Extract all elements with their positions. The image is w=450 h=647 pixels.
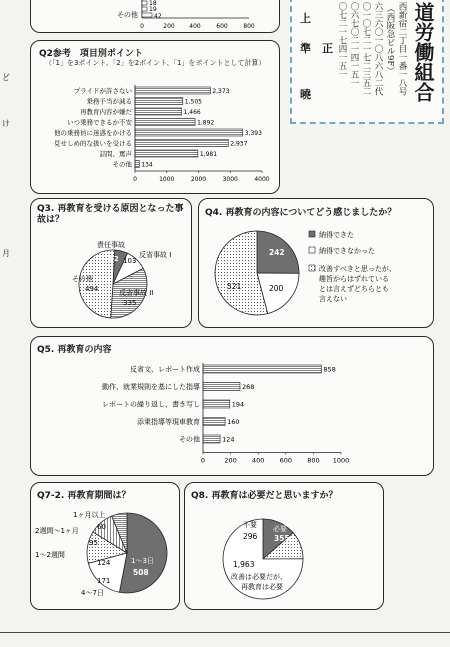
union-phone-3: 〇六七〇二一四一五一 — [349, 2, 359, 87]
q2-title: Q2参考 項目別ポイント — [39, 49, 143, 59]
q3-title: Q3. 再教育を受ける原因となった事故は？ — [37, 204, 184, 225]
q72-value-label: 508 — [133, 568, 149, 577]
q8-value-label: 1,963 — [233, 560, 255, 569]
q5-xtick-label: 200 — [224, 456, 237, 465]
top-value-3: 42 — [154, 13, 162, 20]
q2-bar — [135, 87, 210, 94]
q8-title: Q8. 再教育は必要だと思いますか？ — [191, 491, 338, 501]
q2-value-label: 134 — [141, 161, 153, 169]
q2-category-label: 再教育内容が嫌だ — [80, 108, 132, 116]
top-fragment-box — [30, 0, 280, 33]
q5-bar — [203, 400, 230, 408]
union-name-4: 曉 — [300, 88, 311, 101]
q72-slice-label: 2週間～1ヶ月 — [35, 527, 79, 535]
union-phone-4: 〇七二一七四一五一 — [337, 2, 347, 79]
q2-value-label: 1,505 — [184, 98, 202, 106]
margin-stub-1: ど — [2, 73, 10, 82]
q5-xtick-label: 1000 — [332, 456, 350, 465]
margin-stub-3: 月 — [2, 249, 10, 258]
q2-bar — [135, 161, 139, 168]
q3-slice-label: 反省事故 I — [139, 251, 172, 259]
q72-slice-label: 1～3日 — [131, 557, 154, 565]
q72-value-label: 95 — [89, 539, 98, 547]
top-fragment-svg — [31, 0, 279, 32]
q5-box — [30, 336, 434, 476]
top-xtick-1: 200 — [163, 23, 175, 30]
top-value-2: 19 — [149, 6, 157, 13]
q5-category-label: 動作、就業規則を基にした指導 — [102, 383, 200, 391]
q4-value-label: 242 — [269, 248, 285, 257]
union-name-3: 正 — [322, 42, 333, 55]
q5-value-label: 268 — [241, 383, 255, 391]
q2-box — [30, 40, 280, 194]
q2-value-label: 2,937 — [230, 140, 248, 148]
q72-chart — [31, 483, 179, 609]
q3-chart — [31, 199, 191, 327]
q3-box — [30, 198, 192, 328]
q5-value-label: 160 — [227, 418, 240, 426]
q2-value-label: 3,393 — [244, 130, 262, 137]
union-panel — [290, 0, 444, 124]
q5-xtick-label: 400 — [251, 456, 265, 465]
q4-legend-label: 趣旨からはずれている — [319, 275, 389, 283]
q2-bar — [135, 150, 198, 157]
q3-value-label: 494 — [85, 285, 99, 293]
q2-bar — [135, 98, 183, 105]
q2-category-label: 他の乗務員に迷惑をかける — [54, 129, 132, 137]
top-bar-1 — [142, 1, 147, 5]
q72-title: Q7-2. 再教育期間は？ — [37, 491, 131, 501]
top-xtick-3: 600 — [216, 23, 228, 30]
q8-slice-label: 改善は必要だが、 — [231, 573, 287, 581]
q4-legend-swatch — [309, 265, 315, 271]
q5-chart — [31, 337, 433, 475]
union-address-1: 西新宿二丁目一番一八号 — [397, 2, 407, 96]
q5-value-label: 194 — [231, 400, 245, 409]
q2-bar — [135, 140, 228, 147]
margin-stub-2: け — [2, 119, 10, 128]
union-heading: 道労働組合 — [411, 2, 435, 102]
q5-bar — [203, 435, 220, 443]
q4-legend-label: 改善すべきと思ったが、 — [319, 265, 396, 273]
q5-bar — [203, 365, 321, 373]
q4-title: Q4. 再教育の内容についてどう感じましたか？ — [205, 208, 397, 218]
q5-value-label: 124 — [222, 435, 235, 444]
q3-slice-label: その他 — [72, 275, 93, 283]
q2-category-label: いつ乗務できるか不安 — [67, 118, 132, 127]
q2-value-label: 1,981 — [199, 151, 218, 158]
q5-bar — [203, 383, 240, 391]
q3-value-label: 62 — [109, 255, 119, 263]
q5-xtick-label: 800 — [307, 456, 320, 465]
q5-category-label: その他 — [179, 435, 200, 444]
q8-slice-label: 不要 — [243, 521, 257, 529]
q4-legend-label: 納得できなかった — [319, 247, 375, 255]
page-rule — [0, 632, 450, 633]
q2-value-label: 1,466 — [183, 109, 201, 116]
top-bar-2 — [142, 7, 147, 11]
top-value-1: 18 — [149, 0, 157, 7]
q5-title: Q5. 再教育の内容 — [37, 345, 112, 355]
q4-legend-label: とは言えずどちらとも — [319, 285, 389, 293]
q2-value-label: 1,892 — [197, 119, 215, 127]
union-name-1: 上 — [300, 12, 311, 25]
q2-category-label: 見せしめ的な扱いを受ける — [54, 139, 132, 148]
q8-chart — [185, 483, 383, 609]
q2-xtick-label: 0 — [133, 176, 137, 183]
q2-category-label: プライドが許さない — [73, 87, 132, 95]
top-xtick-4: 800 — [243, 23, 255, 30]
q2-category-label: 詰問、罵声 — [99, 150, 132, 158]
q4-chart — [199, 199, 433, 327]
q72-value-label: 124 — [97, 559, 111, 567]
union-phone-2: 〇一〇七二一七二三五二 — [361, 2, 371, 96]
q4-legend-swatch — [309, 231, 315, 237]
q2-category-label: 乗務手当が減る — [86, 97, 132, 106]
q8-value-label: 355 — [274, 534, 290, 543]
q8-box — [184, 482, 384, 610]
q72-slice-label: 1ヶ月以上 — [73, 511, 106, 519]
q4-box — [198, 198, 434, 328]
q2-bar — [135, 108, 182, 115]
q2-xtick-label: 4000 — [254, 176, 270, 183]
q72-box — [30, 482, 180, 610]
q5-category-label: 添乗指導等現車教育 — [137, 418, 200, 426]
q2-category-label: その他 — [112, 160, 132, 169]
q3-value-label: 103 — [123, 257, 137, 265]
union-address-2: （西阪急ビル9F） — [385, 4, 395, 75]
q5-xtick-label: 600 — [279, 456, 293, 465]
top-xtick-0: 0 — [140, 23, 144, 30]
q2-xtick-label: 1000 — [159, 176, 175, 183]
q4-value-label: 200 — [269, 284, 284, 293]
q72-slice-label: 4～7日 — [81, 589, 104, 597]
q72-slice-label: 1～2週間 — [35, 551, 65, 559]
q2-xtick-label: 3000 — [222, 176, 238, 183]
q8-slice-label: 再教育は必要 — [241, 583, 283, 591]
top-bar-3 — [142, 13, 152, 17]
top-xtick-2: 400 — [189, 23, 201, 30]
q4-legend-label: 納得できた — [319, 231, 354, 239]
q8-slice-label: 必要 — [273, 525, 287, 533]
q2-subtitle: （「1」を3ポイント、「2」を2ポイント、「1」をポイントとして計算） — [45, 59, 266, 67]
q72-value-label: 171 — [97, 577, 111, 585]
q4-legend-label: 言えない — [319, 295, 347, 303]
q3-value-label: 335 — [123, 299, 137, 307]
q5-bar — [203, 418, 225, 426]
q2-xtick-label: 2000 — [190, 176, 207, 183]
q2-value-label: 2,373 — [212, 88, 230, 95]
top-category: その他 — [117, 11, 138, 19]
q2-chart — [31, 41, 279, 193]
q2-bar — [135, 129, 243, 136]
q8-value-label: 296 — [243, 532, 258, 541]
q5-xtick-label: 0 — [200, 456, 206, 465]
union-phone-1: 六三六〇一〇八六八二代 — [373, 2, 383, 96]
q5-category-label: 反省文、レポート作成 — [130, 365, 200, 374]
q3-slice-label: 反省事故 II — [119, 289, 154, 297]
q2-bar — [135, 119, 195, 126]
q3-slice-label: 責任事故 — [97, 241, 125, 249]
q5-category-label: レポートの繰り返し、書き写し — [102, 400, 200, 409]
union-name-2: 準 — [300, 42, 311, 55]
q4-legend-swatch — [309, 247, 315, 253]
q5-value-label: 858 — [323, 365, 336, 374]
q4-value-label: 521 — [227, 282, 242, 291]
q72-value-label: 60 — [97, 523, 106, 531]
